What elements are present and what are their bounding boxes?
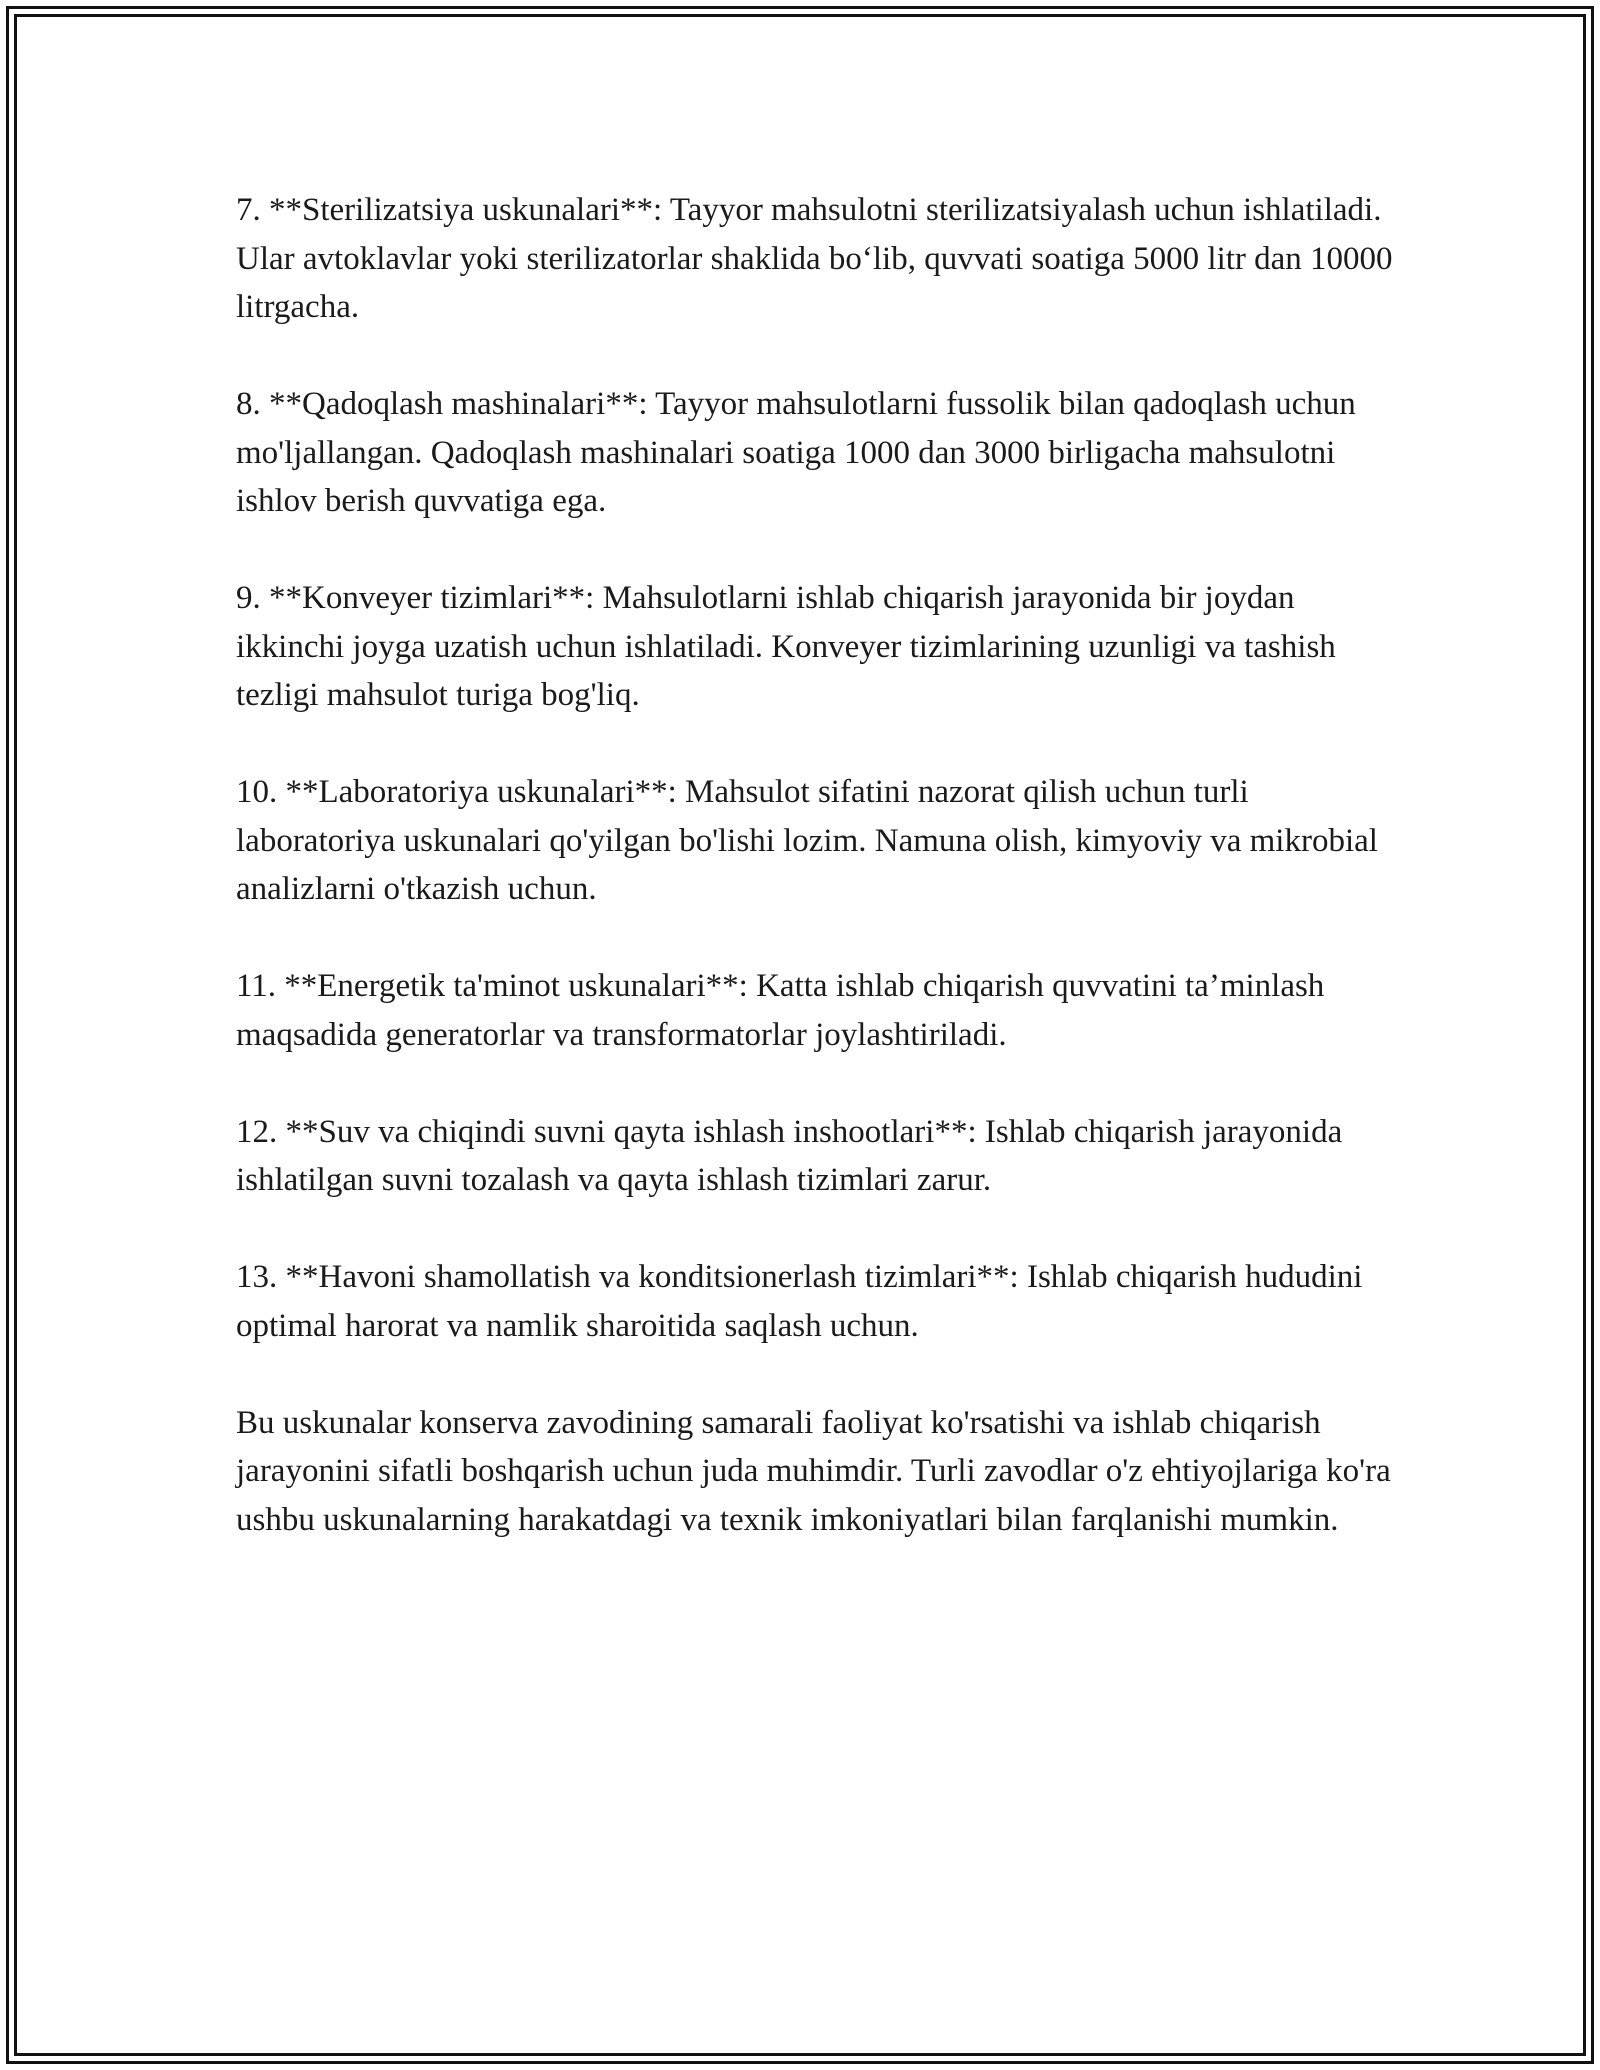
paragraph-conclusion: Bu uskunalar konserva zavodining samarali faoliyat ko'rsatishi va ishlab chiqarish jarayonini sifatli boshqarish uchun juda muhimdir. Turli zavodlar o'z ehtiyojlariga ko'ra ushbu uskunalarning harakatdagi va texnik imkoniyatlari bilan farqlanishi mumkin. xyxy=(236,1404,1391,1538)
paragraph-ventilation-systems: 13. **Havoni shamollatish va konditsionerlash tizimlari**: Ishlab chiqarish hududini optimal harorat va namlik sharoitida saqlash uchun. xyxy=(236,1259,1363,1344)
document-body xyxy=(236,186,1396,1593)
paragraph-energy-supply-equipment: 11. **Energetik ta'minot uskunalari**: Katta ishlab chiqarish quvvatini ta’minlash maqsadida generatorlar va transformatorlar joylashtiriladi. xyxy=(236,968,1325,1053)
paragraph-sterilization-equipment: 7. **Sterilizatsiya uskunalari**: Tayyor mahsulotni sterilizatsiyalash uchun ishlatiladi. Ular avtoklavlar yoki sterilizatorlar shaklida bo‘lib, quvvati soatiga 5000 litr dan 10000 litrgacha. xyxy=(236,192,1393,325)
paragraph-packaging-machines: 8. **Qadoqlash mashinalari**: Tayyor mahsulotlarni fussolik bilan qadoqlash uchun mo'ljallangan. Qadoqlash mashinalari soatiga 1000 dan 3000 birligacha mahsulotni ishlov berish quvvatiga ega. xyxy=(236,386,1356,519)
paragraph-laboratory-equipment: 10. **Laboratoriya uskunalari**: Mahsulot sifatini nazorat qilish uchun turli laboratoriya uskunalari qo'yilgan bo'lishi lozim. Namuna olish, kimyoviy va mikrobial analizlarni o'tkazish uchun. xyxy=(236,774,1378,907)
paragraph-water-treatment-facilities: 12. **Suv va chiqindi suvni qayta ishlash inshootlari**: Ishlab chiqarish jarayonida ishlatilgan suvni tozalash va qayta ishlash tizimlari zarur. xyxy=(236,1113,1343,1198)
paragraph-conveyor-systems: 9. **Konveyer tizimlari**: Mahsulotlarni ishlab chiqarish jarayonida bir joydan ikkinchi joyga uzatish uchun ishlatiladi. Konveyer tizimlarining uzunligi va tashish tezligi mahsulot turiga bog'liq. xyxy=(236,580,1336,713)
